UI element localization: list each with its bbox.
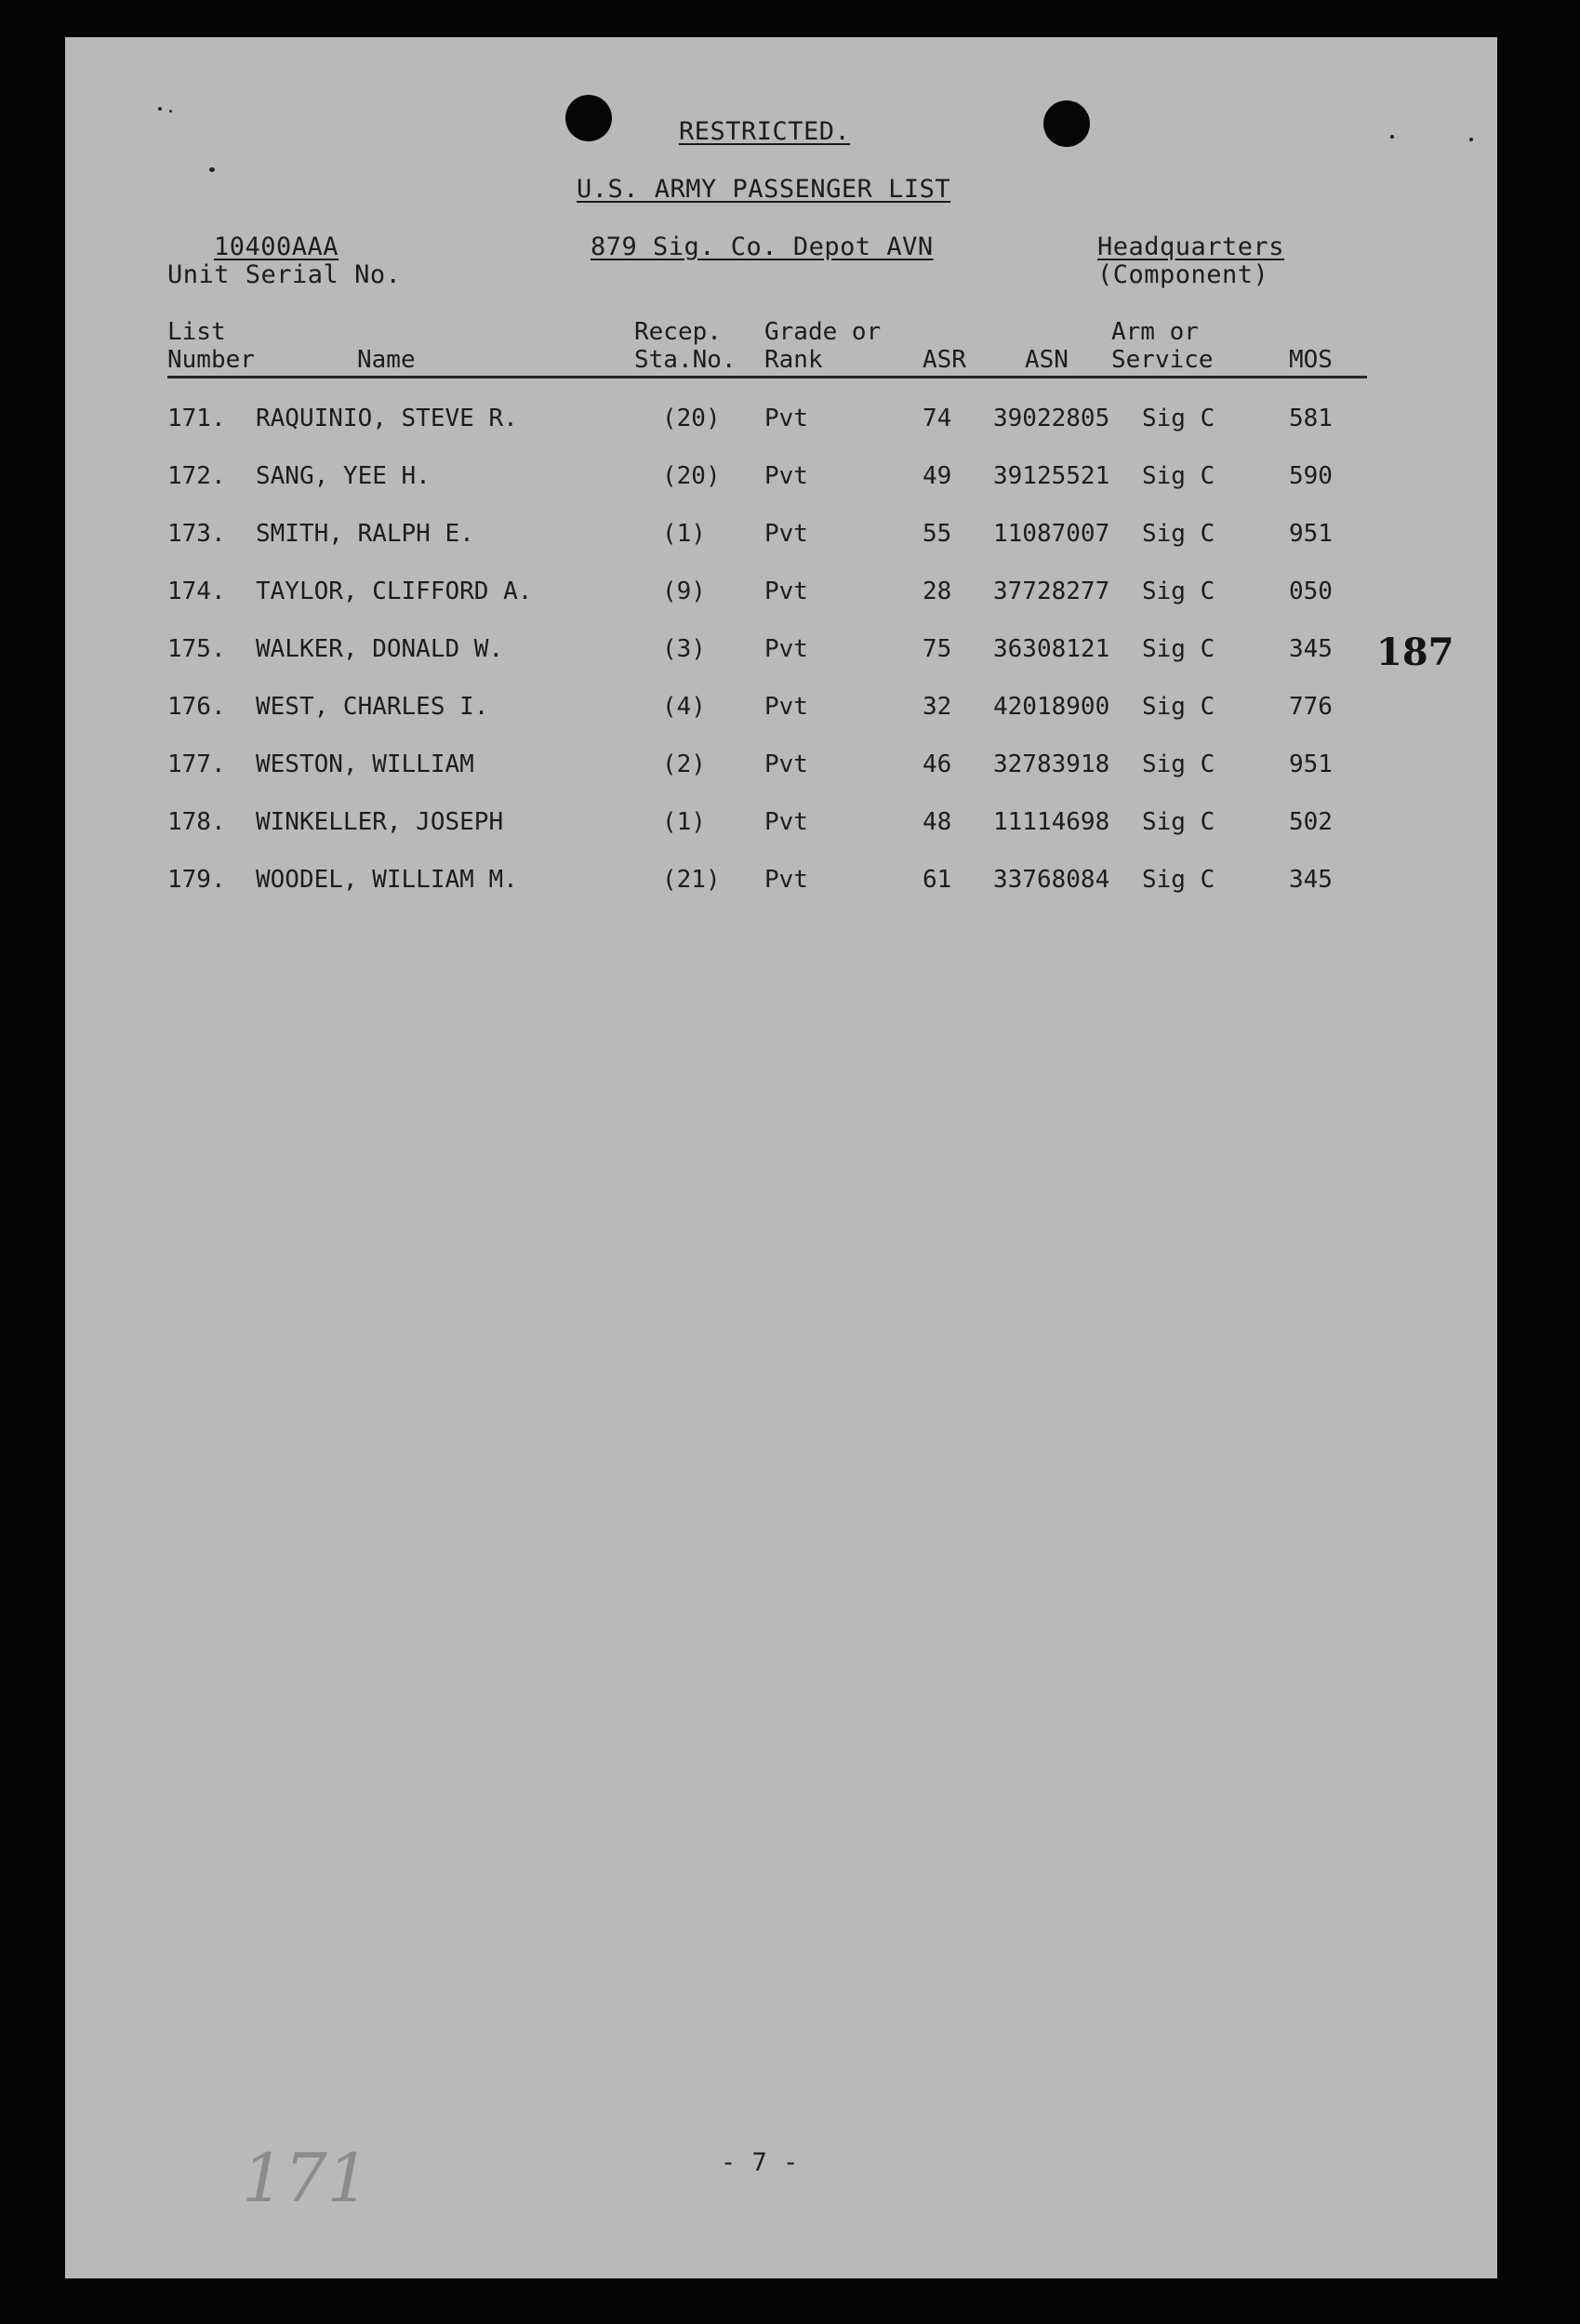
cell-mos: 345	[1289, 635, 1333, 663]
speck	[158, 107, 162, 111]
page-title: U.S. ARMY PASSENGER LIST	[577, 175, 951, 204]
cell-name: SMITH, RALPH E.	[256, 520, 474, 548]
cell-recep: (3)	[662, 635, 706, 663]
cell-arm: Sig C	[1142, 405, 1215, 432]
table-row	[65, 520, 1497, 557]
cell-recep: (1)	[662, 520, 706, 548]
cell-list-number: 177.	[167, 750, 226, 778]
cell-name: WESTON, WILLIAM	[256, 750, 474, 778]
cell-recep: (4)	[662, 693, 706, 721]
cell-recep: (20)	[662, 405, 721, 432]
cell-grade: Pvt	[764, 635, 808, 663]
classification-marking: RESTRICTED.	[679, 117, 851, 146]
cell-asn: 33768084	[993, 866, 1110, 894]
cell-recep: (1)	[662, 808, 706, 836]
cell-list-number: 178.	[167, 808, 226, 836]
cell-mos: 776	[1289, 693, 1333, 721]
table-row	[65, 578, 1497, 615]
table-row	[65, 750, 1497, 788]
cell-arm: Sig C	[1142, 520, 1215, 548]
cell-grade: Pvt	[764, 693, 808, 721]
table-row	[65, 808, 1497, 845]
cell-grade: Pvt	[764, 462, 808, 490]
cell-mos: 581	[1289, 405, 1333, 432]
speck	[1390, 135, 1394, 139]
speck	[1469, 138, 1473, 141]
cell-asn: 42018900	[993, 693, 1110, 721]
cell-arm: Sig C	[1142, 578, 1215, 605]
header-arm: Service	[1111, 346, 1214, 374]
cell-asr: 46	[923, 750, 952, 778]
cell-list-number: 171.	[167, 405, 226, 432]
table-row	[65, 693, 1497, 730]
page-number: - 7 -	[721, 2148, 799, 2177]
cell-asr: 74	[923, 405, 952, 432]
cell-asn: 39125521	[993, 462, 1110, 490]
handwritten-note: 171	[242, 2139, 370, 2217]
cell-grade: Pvt	[764, 750, 808, 778]
header-list-number: List	[167, 318, 226, 346]
cell-asn: 36308121	[993, 635, 1110, 663]
cell-grade: Pvt	[764, 405, 808, 432]
cell-name: WOODEL, WILLIAM M.	[256, 866, 518, 894]
cell-name: WINKELLER, JOSEPH	[256, 808, 504, 836]
cell-name: WALKER, DONALD W.	[256, 635, 504, 663]
cell-grade: Pvt	[764, 520, 808, 548]
header-asr: ASR	[923, 346, 966, 374]
table-row	[65, 635, 1497, 672]
cell-asn: 39022805	[993, 405, 1110, 432]
unit-name: 879 Sig. Co. Depot AVN	[591, 232, 934, 261]
cell-asn: 11114698	[993, 808, 1110, 836]
cell-name: WEST, CHARLES I.	[256, 693, 489, 721]
cell-asn: 37728277	[993, 578, 1110, 605]
cell-asr: 28	[923, 578, 952, 605]
cell-grade: Pvt	[764, 578, 808, 605]
cell-recep: (9)	[662, 578, 706, 605]
table-row	[65, 866, 1497, 903]
cell-name: RAQUINIO, STEVE R.	[256, 405, 518, 432]
table-row	[65, 462, 1497, 499]
speck	[169, 110, 172, 113]
component-label: (Component)	[1097, 260, 1269, 289]
cell-name: TAYLOR, CLIFFORD A.	[256, 578, 533, 605]
cell-list-number: 176.	[167, 693, 226, 721]
cell-asn: 11087007	[993, 520, 1110, 548]
cell-mos: 345	[1289, 866, 1333, 894]
header-recep: Recep.	[634, 318, 722, 346]
header-list-number: Number	[167, 346, 255, 374]
cell-list-number: 172.	[167, 462, 226, 490]
cell-recep: (21)	[662, 866, 721, 894]
table-row	[65, 405, 1497, 442]
document-page	[65, 37, 1497, 2278]
cell-arm: Sig C	[1142, 750, 1215, 778]
cell-grade: Pvt	[764, 808, 808, 836]
cell-list-number: 173.	[167, 520, 226, 548]
unit-serial-number: 10400AAA	[214, 232, 339, 261]
cell-arm: Sig C	[1142, 808, 1215, 836]
speck	[209, 167, 215, 172]
cell-asr: 55	[923, 520, 952, 548]
cell-asr: 48	[923, 808, 952, 836]
cell-mos: 502	[1289, 808, 1333, 836]
header-recep: Sta.No.	[634, 346, 737, 374]
cell-asr: 61	[923, 866, 952, 894]
header-arm: Arm or	[1111, 318, 1199, 346]
cell-mos: 951	[1289, 750, 1333, 778]
cell-mos: 951	[1289, 520, 1333, 548]
cell-recep: (20)	[662, 462, 721, 490]
punch-hole-left	[565, 95, 612, 141]
punch-hole-right	[1043, 100, 1090, 147]
cell-name: SANG, YEE H.	[256, 462, 431, 490]
cell-arm: Sig C	[1142, 866, 1215, 894]
header-rule	[167, 376, 1367, 378]
cell-arm: Sig C	[1142, 635, 1215, 663]
stamped-page-number: 187	[1376, 631, 1454, 674]
header-asn: ASN	[1025, 346, 1069, 374]
cell-grade: Pvt	[764, 866, 808, 894]
cell-arm: Sig C	[1142, 693, 1215, 721]
cell-asr: 32	[923, 693, 952, 721]
cell-asn: 32783918	[993, 750, 1110, 778]
header-mos: MOS	[1289, 346, 1333, 374]
cell-asr: 75	[923, 635, 952, 663]
cell-list-number: 179.	[167, 866, 226, 894]
cell-mos: 050	[1289, 578, 1333, 605]
cell-mos: 590	[1289, 462, 1333, 490]
cell-list-number: 175.	[167, 635, 226, 663]
header-name: Name	[357, 346, 416, 374]
component-value: Headquarters	[1097, 232, 1285, 261]
cell-list-number: 174.	[167, 578, 226, 605]
cell-arm: Sig C	[1142, 462, 1215, 490]
cell-asr: 49	[923, 462, 952, 490]
cell-recep: (2)	[662, 750, 706, 778]
header-grade: Grade or	[764, 318, 882, 346]
unit-serial-label: Unit Serial No.	[167, 260, 402, 289]
header-grade: Rank	[764, 346, 823, 374]
